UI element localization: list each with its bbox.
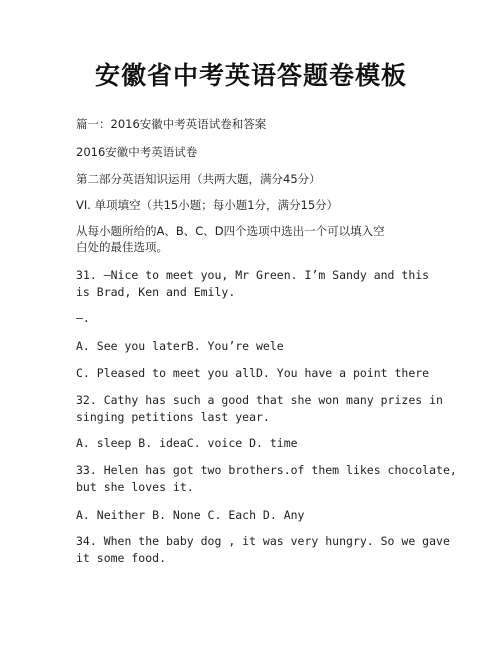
text-line: A. See you laterB. You’re wele [76, 339, 284, 353]
text-line: but she loves it. [76, 480, 194, 494]
text-line: 白处的最佳选项。 [76, 240, 168, 254]
document-title: 安徽省中考英语答题卷模板 [94, 61, 407, 90]
text-line: 从每小题所给的A、B、C、D四个选项中选出一个可以填入空 [76, 224, 385, 238]
text-line: 34. When the baby dog , it was very hungry. So we gave [76, 534, 450, 548]
text-line: C. Pleased to meet you allD. You have a point there [76, 366, 430, 380]
text-line: 第二部分英语知识运用（共两大题，满分45分） [76, 172, 321, 186]
text-line: 篇一：2016安徽中考英语试卷和答案 [76, 117, 267, 131]
text-line: A. Neither B. None C. Each D. Any [76, 508, 305, 522]
text-line: it some food. [76, 551, 167, 565]
text-line: 2016安徽中考英语试卷 [76, 145, 198, 159]
text-line: A. sleep B. ideaC. voice D. time [76, 436, 298, 450]
text-line: 31. —Nice to meet you, Mr Green. I’m Sandy and this [76, 268, 430, 282]
text-line: —. [76, 311, 90, 325]
text-line: 32. Cathy has such a good that she won many prizes in [76, 393, 443, 407]
text-line: is Brad, Ken and Emily. [76, 285, 236, 299]
text-line: singing petitions last year. [76, 410, 270, 424]
text-line: VI. 单项填空（共15小题；每小题1分，满分15分） [76, 198, 339, 212]
text-line: 33. Helen has got two brothers.of them likes chocolate, [76, 463, 457, 477]
